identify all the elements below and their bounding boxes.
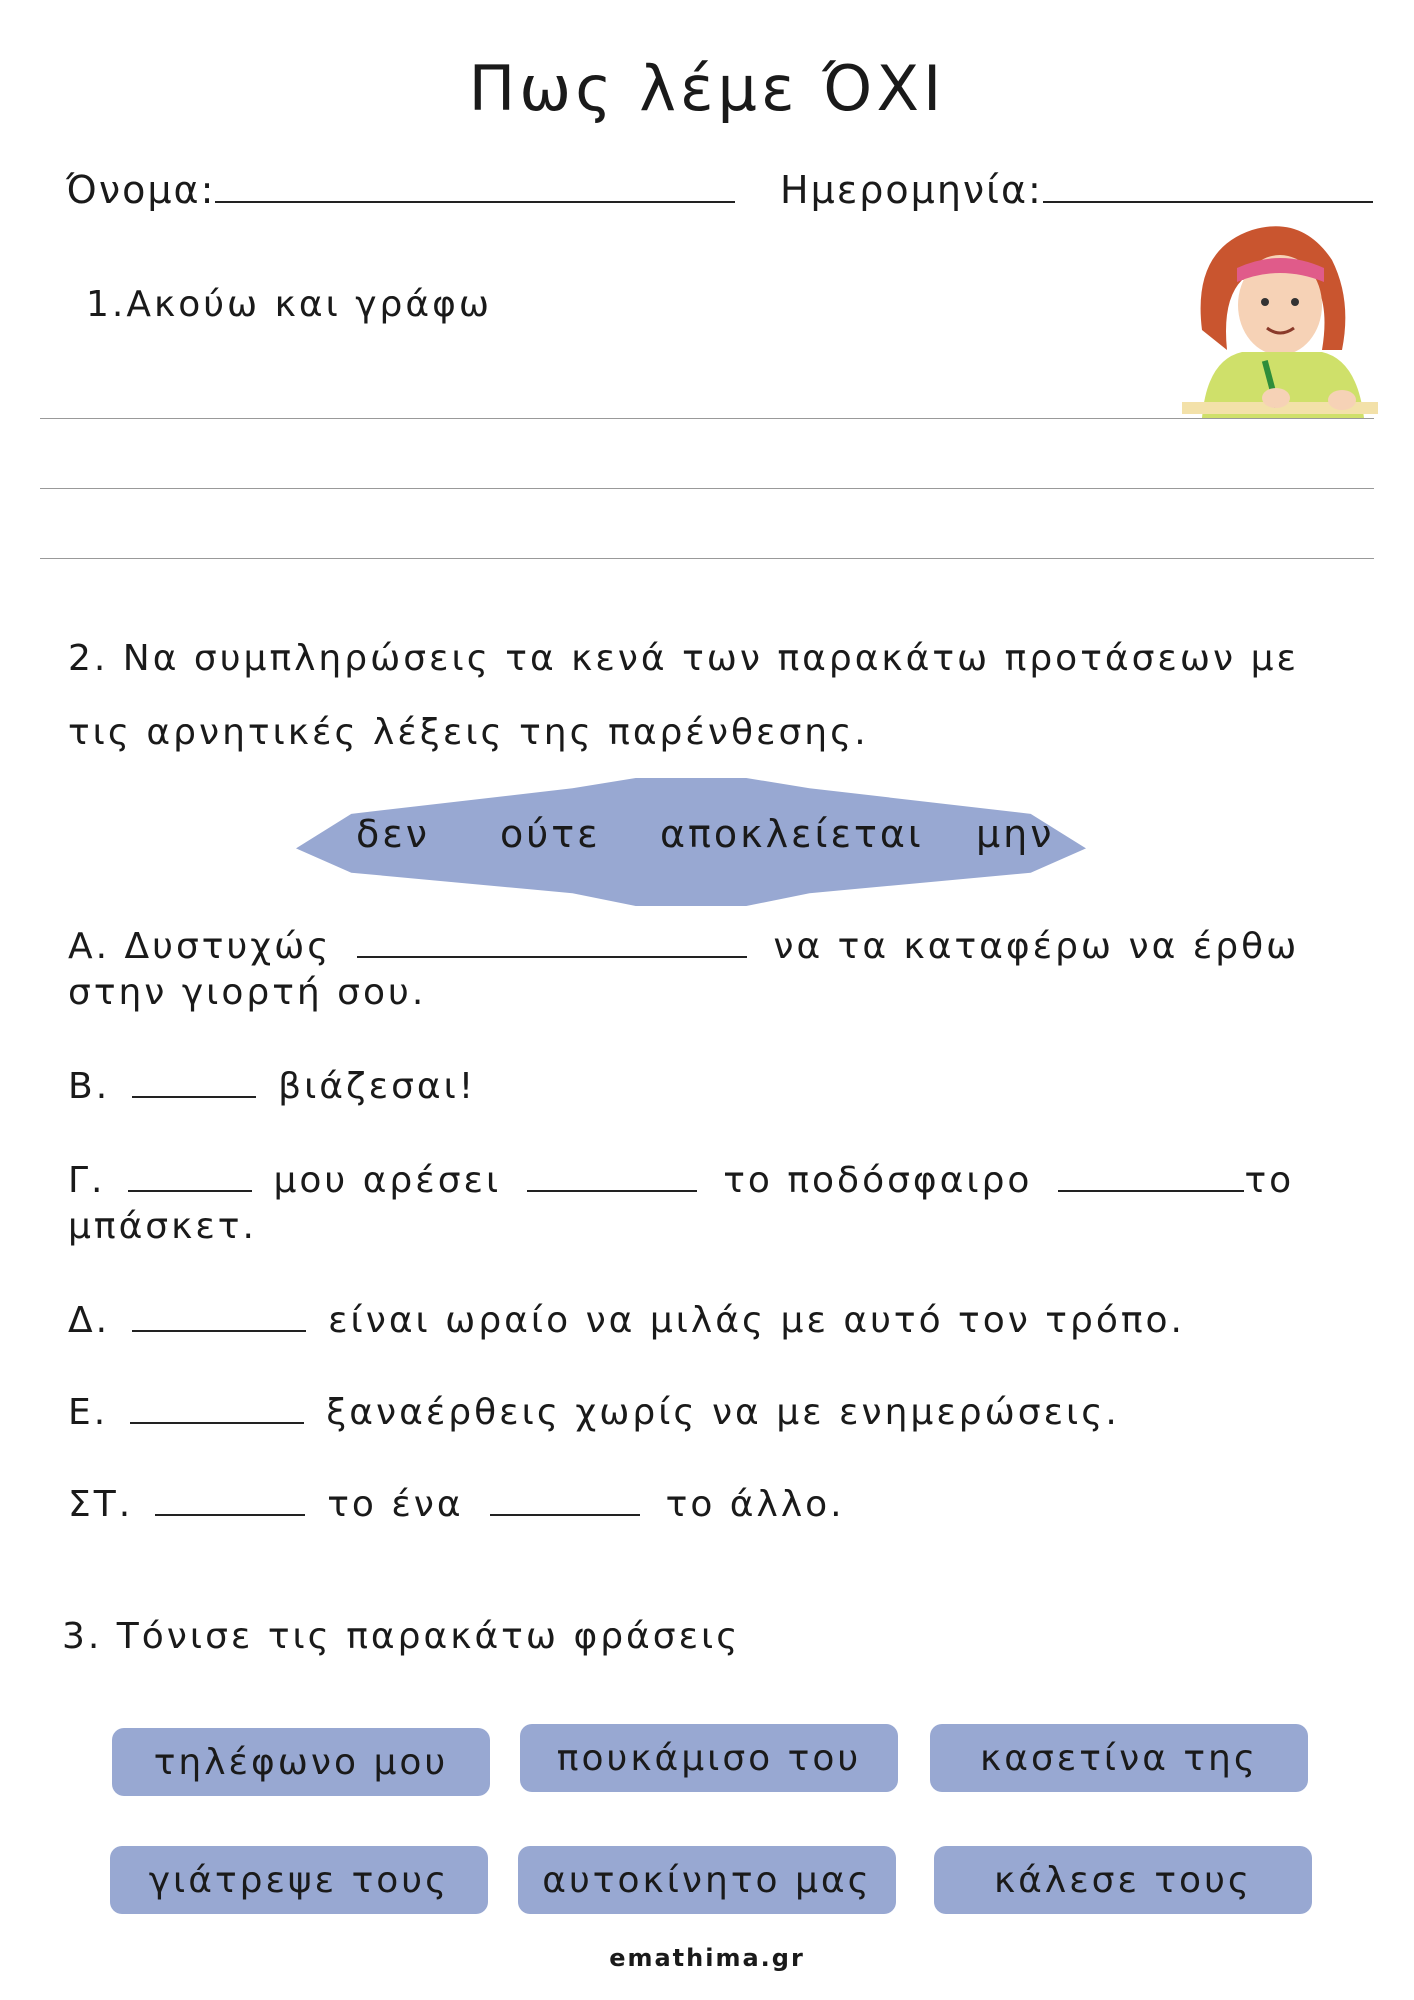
date-label: Ημερομηνία: bbox=[780, 168, 1043, 212]
blank-c1[interactable] bbox=[128, 1162, 252, 1192]
bank-word-1: δεν bbox=[356, 812, 431, 856]
blank-st1[interactable] bbox=[155, 1486, 305, 1516]
blank-c2[interactable] bbox=[527, 1162, 697, 1192]
writing-line-1[interactable] bbox=[40, 418, 1374, 419]
phrase-pill-2: πουκάμισο του bbox=[520, 1724, 898, 1792]
sentence-c-end: το bbox=[1244, 1160, 1295, 1201]
name-field[interactable] bbox=[66, 168, 735, 212]
sentence-a bbox=[68, 926, 1299, 967]
phrase-pill-4: γιάτρεψε τους bbox=[110, 1846, 488, 1914]
bank-word-3: αποκλείεται bbox=[660, 812, 924, 856]
sentence-e bbox=[68, 1392, 1120, 1433]
sentence-st-end: το άλλο. bbox=[665, 1484, 845, 1525]
sentence-a-after: να τα καταφέρω να έρθω bbox=[773, 926, 1300, 967]
sentence-b bbox=[68, 1066, 476, 1107]
sentence-d-after: είναι ωραίο να μιλάς με αυτό τον τρόπο. bbox=[328, 1300, 1185, 1341]
blank-b[interactable] bbox=[132, 1068, 256, 1098]
sentence-st-label: ΣΤ. bbox=[68, 1484, 134, 1525]
sentence-a-label: Α. Δυστυχώς bbox=[68, 926, 332, 967]
sentence-c-label: Γ. bbox=[68, 1160, 106, 1201]
blank-d[interactable] bbox=[132, 1302, 306, 1332]
sentence-e-after: ξαναέρθεις χωρίς να με ενημερώσεις. bbox=[326, 1392, 1120, 1433]
bank-word-2: ούτε bbox=[500, 812, 601, 856]
sentence-d-label: Δ. bbox=[68, 1300, 111, 1341]
sentence-b-label: Β. bbox=[68, 1066, 111, 1107]
girl-writing-illustration bbox=[1182, 210, 1378, 418]
date-field[interactable] bbox=[780, 168, 1373, 212]
phrase-pill-5: αυτοκίνητο μας bbox=[518, 1846, 896, 1914]
name-underline[interactable] bbox=[215, 171, 735, 203]
section3-heading: 3. Τόνισε τις παρακάτω φράσεις bbox=[62, 1616, 741, 1657]
sentence-c-cont: μπάσκετ. bbox=[68, 1206, 257, 1247]
footer-brand: emathima.gr bbox=[609, 1944, 805, 1972]
phrase-pill-3: κασετίνα της bbox=[930, 1724, 1308, 1792]
blank-st2[interactable] bbox=[490, 1486, 640, 1516]
writing-line-2[interactable] bbox=[40, 488, 1374, 489]
page-title: Πως λέμε ΌΧΙ bbox=[468, 52, 946, 125]
section1-heading: 1.Ακούω και γράφω bbox=[86, 284, 492, 325]
sentence-st bbox=[68, 1484, 845, 1525]
date-underline[interactable] bbox=[1043, 171, 1373, 203]
blank-c3[interactable] bbox=[1058, 1162, 1244, 1192]
blank-a[interactable] bbox=[357, 928, 747, 958]
sentence-b-after: βιάζεσαι! bbox=[278, 1066, 477, 1107]
sentence-c-mid2: το ποδόσφαιρο bbox=[723, 1160, 1033, 1201]
sentence-d bbox=[68, 1300, 1185, 1341]
sentence-c bbox=[68, 1160, 1294, 1201]
writing-line-3[interactable] bbox=[40, 558, 1374, 559]
phrase-pill-6: κάλεσε τους bbox=[934, 1846, 1312, 1914]
sentence-a-cont: στην γιορτή σου. bbox=[68, 972, 427, 1013]
name-label: Όνομα: bbox=[66, 168, 216, 212]
sentence-c-mid1: μου αρέσει bbox=[273, 1160, 502, 1201]
bank-word-4: μην bbox=[976, 812, 1055, 856]
phrase-pill-1: τηλέφωνο μου bbox=[112, 1728, 490, 1796]
section2-instruction: 2. Να συμπληρώσεις τα κενά των παρακάτω προτάσεων με τις αρνητικές λέξεις της παρένθεσης. bbox=[68, 638, 1299, 753]
sentence-e-label: Ε. bbox=[68, 1392, 109, 1433]
blank-e[interactable] bbox=[130, 1394, 304, 1424]
sentence-st-mid: το ένα bbox=[327, 1484, 464, 1525]
